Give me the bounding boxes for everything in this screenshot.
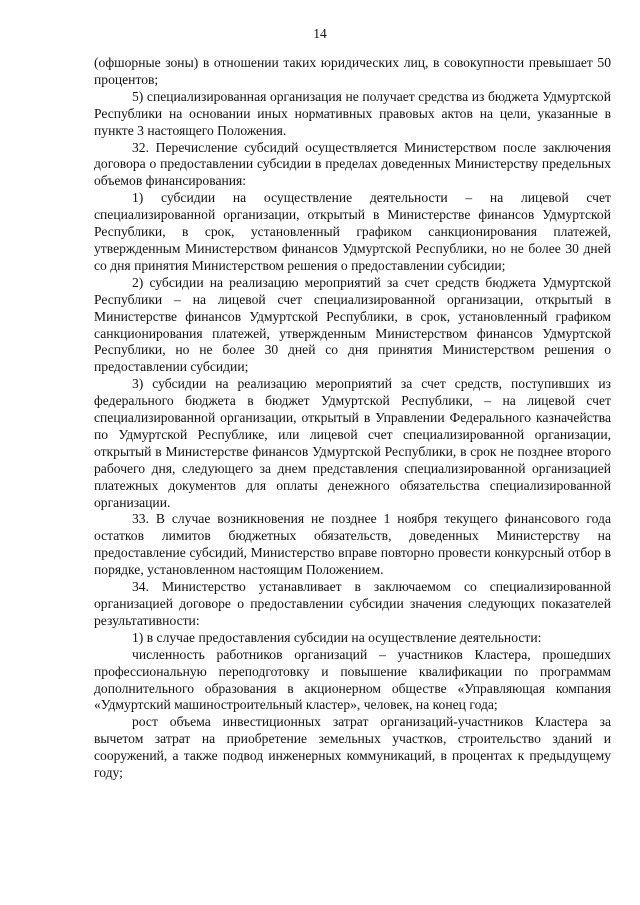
paragraph-clause-32-item-3: 3) субсидии на реализацию мероприятий за счет средств, поступивших из федерального бюджета в бюджет Удмуртской Республики, – на лицевой счет специализированной организации, открытый в Управлении Федерального казначейства по Удмуртской Республике, или лицевой счет специализированной организации, открытый в Министерстве финансов Удмуртской Республики, в срок не позднее второго рабочего дня, следующего за днем представления специализированной организацией платежных документов для оплаты денежного обязательства специализированной организации. (94, 376, 611, 510)
document-body (94, 55, 611, 782)
paragraph-indicator-staff-training: численность работников организаций – участников Кластера, прошедших профессиональную переподготовку и повышение квалификации по программам дополнительного образования в акционерном обществе «Управляющая компания «Удмуртский машиностроительный кластер», человек, на конец года; (94, 646, 611, 713)
paragraph-clause-33: 33. В случае возникновения не позднее 1 ноября текущего финансового года остатков лимитов бюджетных обязательств, доведенных Министерству на предоставление субсидий, Министерство вправе повторно провести конкурсный отбор в порядке, установленном настоящим Положением. (94, 511, 611, 578)
paragraph-clause-34-item-1: 1) в случае предоставления субсидии на осуществление деятельности: (132, 629, 542, 645)
paragraph-clause-34: 34. Министерство устанавливает в заключаемом со специализированной организацией договоре о предоставлении субсидии значения следующих показателей результативности: (94, 579, 611, 628)
paragraph-offshore-continuation: (офшорные зоны) в отношении таких юридических лиц, в совокупности превышает 50 процентов; (94, 55, 611, 87)
paragraph-clause-32-item-2: 2) субсидии на реализацию мероприятий за счет средств бюджета Удмуртской Республики – на лицевой счет специализированной организации, открытый в Министерстве финансов Удмуртской Республики, в срок, установленный графиком санкционирования платежей, утвержденным Министерством финансов Удмуртской Республики, но не более 30 дней со дня принятия Министерством решения о предоставлении субсидии; (94, 274, 611, 375)
paragraph-clause-32: 32. Перечисление субсидий осуществляется Министерством после заключения договора о предоставлении субсидии в пределах доведенных Министерству предельных объемов финансирования: (94, 139, 611, 189)
paragraph-indicator-investment-growth: рост объема инвестиционных затрат организаций-участников Кластера за вычетом затрат на приобретение земельных участков, строительство зданий и сооружений, а также подвод инженерных коммуникаций, в процентах к предыдущему году; (94, 714, 611, 781)
paragraph-clause-32-item-1: 1) субсидии на осуществление деятельности – на лицевой счет специализированной организации, открытый в Министерстве финансов Удмуртской Республики, в срок, установленный графиком санкционирования платежей, утвержденным Министерством финансов Удмуртской Республики, но не более 30 дней со дня принятия Министерством решения о предоставлении субсидии; (94, 190, 611, 273)
page-number: 14 (313, 26, 327, 41)
paragraph-item-5: 5) специализированная организация не получает средства из бюджета Удмуртской Республики на основании иных нормативных правовых актов на цели, указанные в пункте 3 настоящего Положения. (94, 88, 611, 138)
